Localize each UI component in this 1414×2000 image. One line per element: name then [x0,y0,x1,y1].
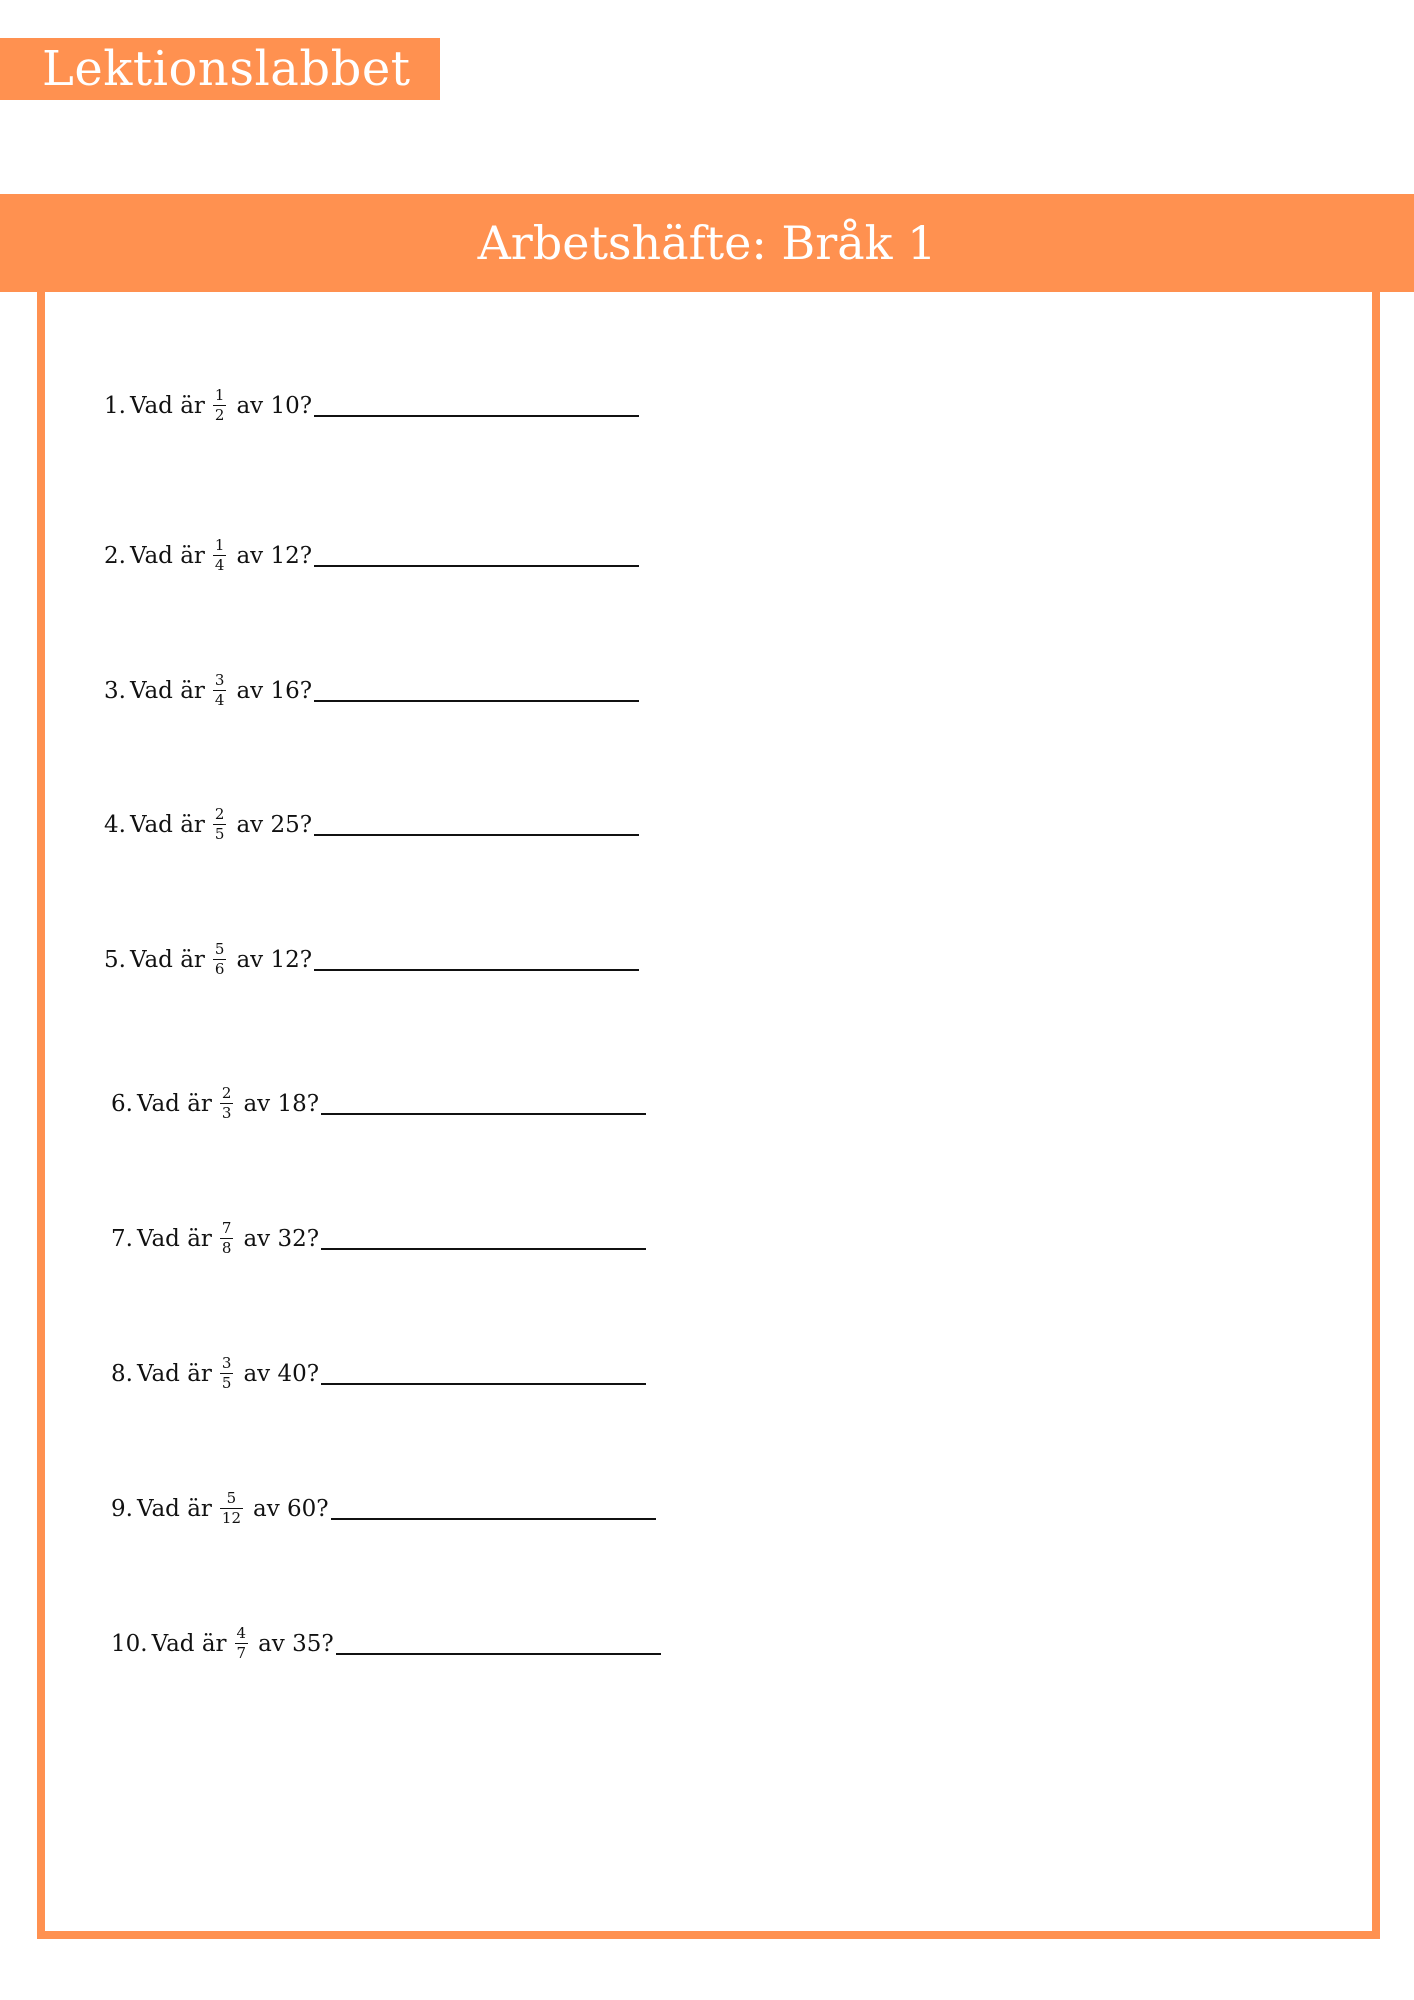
fraction [213,673,227,708]
brand-logo [0,38,440,100]
question-suffix: av 32? [243,1225,320,1252]
fraction [220,1356,234,1391]
question-prefix: Vad är [129,542,205,569]
question-prefix: Vad är [136,1495,212,1522]
question-2 [104,538,639,573]
question-prefix: Vad är [136,1090,212,1117]
fraction-numerator: 1 [214,386,225,404]
fraction [213,388,227,423]
question-number: 6. [111,1090,133,1117]
question-suffix: av 60? [253,1495,329,1522]
fraction-numerator: 1 [214,536,225,554]
fraction [220,1491,243,1526]
answer-line[interactable] [314,680,639,702]
question-3 [104,673,639,708]
fraction-numerator: 2 [214,805,225,823]
answer-line[interactable] [321,1093,646,1115]
question-prefix: Vad är [151,1630,227,1657]
fraction-numerator: 5 [214,940,225,958]
question-number: 5. [104,946,126,973]
fraction [213,942,227,977]
question-1 [104,388,639,423]
fraction-denominator: 3 [221,1104,232,1122]
title-bar [0,194,1414,292]
question-suffix: av 12? [236,946,313,973]
fraction [220,1086,234,1121]
question-10 [111,1626,661,1661]
fraction-denominator: 4 [214,556,225,574]
answer-line[interactable] [321,1363,646,1385]
answer-line[interactable] [321,1228,646,1250]
question-suffix: av 40? [243,1360,320,1387]
fraction [213,538,227,573]
fraction-denominator: 8 [221,1239,232,1257]
worksheet-title: Arbetshäfte: Bråk 1 [477,216,937,270]
question-4 [104,807,639,842]
answer-line[interactable] [314,545,639,567]
answer-line[interactable] [331,1498,656,1520]
fraction-denominator: 5 [214,825,225,843]
question-prefix: Vad är [136,1360,212,1387]
question-8 [111,1356,646,1391]
fraction-denominator: 7 [236,1644,247,1662]
question-suffix: av 12? [236,542,313,569]
fraction [220,1221,234,1256]
answer-line[interactable] [314,814,639,836]
question-number: 10. [111,1630,148,1657]
fraction-denominator: 4 [214,691,225,709]
fraction-denominator: 6 [214,960,225,978]
fraction-numerator: 7 [221,1219,232,1237]
question-prefix: Vad är [136,1225,212,1252]
fraction-denominator: 2 [214,406,225,424]
fraction-denominator: 5 [221,1374,232,1392]
question-number: 1. [104,392,126,419]
question-number: 8. [111,1360,133,1387]
question-prefix: Vad är [129,392,205,419]
question-prefix: Vad är [129,811,205,838]
question-number: 4. [104,811,126,838]
fraction-numerator: 3 [214,671,225,689]
question-suffix: av 18? [243,1090,320,1117]
answer-line[interactable] [314,949,639,971]
question-9 [111,1491,656,1526]
question-number: 2. [104,542,126,569]
question-5 [104,942,639,977]
fraction-numerator: 5 [226,1489,237,1507]
fraction-denominator: 12 [221,1509,241,1527]
fraction [235,1626,249,1661]
question-number: 3. [104,677,126,704]
fraction-numerator: 3 [221,1354,232,1372]
fraction-numerator: 4 [236,1624,247,1642]
question-number: 9. [111,1495,133,1522]
answer-line[interactable] [314,395,639,417]
question-suffix: av 16? [236,677,313,704]
question-suffix: av 35? [258,1630,334,1657]
brand-name: Lektionslabbet [42,41,411,97]
question-prefix: Vad är [129,677,205,704]
question-suffix: av 10? [236,392,313,419]
question-7 [111,1221,646,1256]
fraction-numerator: 2 [221,1084,232,1102]
question-number: 7. [111,1225,133,1252]
question-prefix: Vad är [129,946,205,973]
question-6 [111,1086,646,1121]
answer-line[interactable] [336,1633,661,1655]
question-suffix: av 25? [236,811,313,838]
fraction [213,807,227,842]
